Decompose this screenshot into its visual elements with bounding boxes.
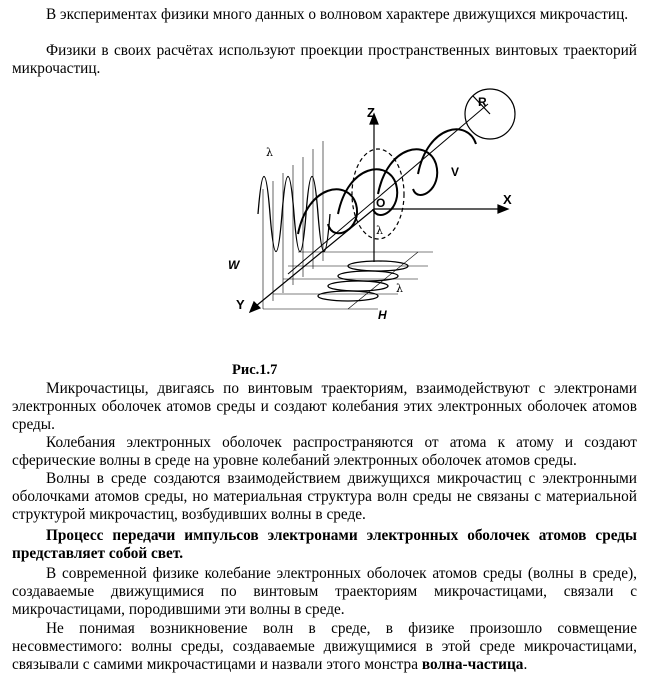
wavelength-label-middle: λ xyxy=(376,224,383,237)
paragraph-8 xyxy=(12,620,637,675)
horizontal-wave-projection xyxy=(318,261,408,301)
z-axis-label: Z xyxy=(367,105,375,120)
wavelength-label-top: λ xyxy=(266,146,273,159)
x-axis-label: X xyxy=(503,192,512,207)
helical-trajectory xyxy=(298,129,476,234)
paragraph-8-bold-term: волна-частица xyxy=(421,656,524,674)
paragraph-1: В экспериментах физики много данных о волновом характере движущихся микрочастиц. xyxy=(46,6,629,23)
paragraph-6: Процесс передачи импульсов электронами электронных оболочек атомов среды представляет собой свет. xyxy=(12,527,637,563)
h-label: H xyxy=(378,308,387,322)
paragraph-8-text: Не понимая возникновение волн в среде, в физике произошло совмещение несовместимого: волны среды, создаваемые движущимися в этой среде микрочастицами, связывали с самими микрочастицами и назвали этого монстра xyxy=(12,620,637,674)
paragraph-2: Физики в своих расчётах используют проекции пространственных винтовых траекторий микрочастиц. xyxy=(12,42,637,78)
w-label: W xyxy=(228,258,240,272)
paragraph-5: Волны в среде создаются взаимодействием движущихся микрочастиц с электронными оболочками атомов среды, но материальная структура волн среды не связаны с материальной структурой микрочастиц, возбудивших волны в среде. xyxy=(12,470,637,524)
radius-label: R xyxy=(478,95,487,109)
velocity-label: V xyxy=(451,165,460,179)
paragraph-4: Колебания электронных оболочек распространяются от атома к атому и создают сферические волны в среде на уровне колебаний электронных оболочек атомов среды. xyxy=(12,434,637,470)
vertical-wave-projection xyxy=(258,177,330,252)
wavelength-label-bottom: λ xyxy=(396,282,403,295)
paragraph-7: В современной физике колебание электронных оболочек атомов среды (волны в среде), создаваемые движущимися по винтовым траекториям микрочастицами, связали с микрочастицами, породившими эти волны в среде. xyxy=(12,565,637,619)
figure-caption: Рис.1.7 xyxy=(232,362,278,378)
origin-label: O xyxy=(376,196,386,210)
projection-grid xyxy=(263,141,433,309)
paragraph-3: Микрочастицы, двигаясь по винтовым траекториям, взаимодействуют с электронами электронных оболочек атомов среды и создают колебания этих электронных оболочек атомов среды. xyxy=(12,380,637,434)
helical-trajectory-figure xyxy=(228,84,533,324)
y-axis-label: Y xyxy=(236,297,245,312)
paragraph-8-end: . xyxy=(523,656,528,674)
